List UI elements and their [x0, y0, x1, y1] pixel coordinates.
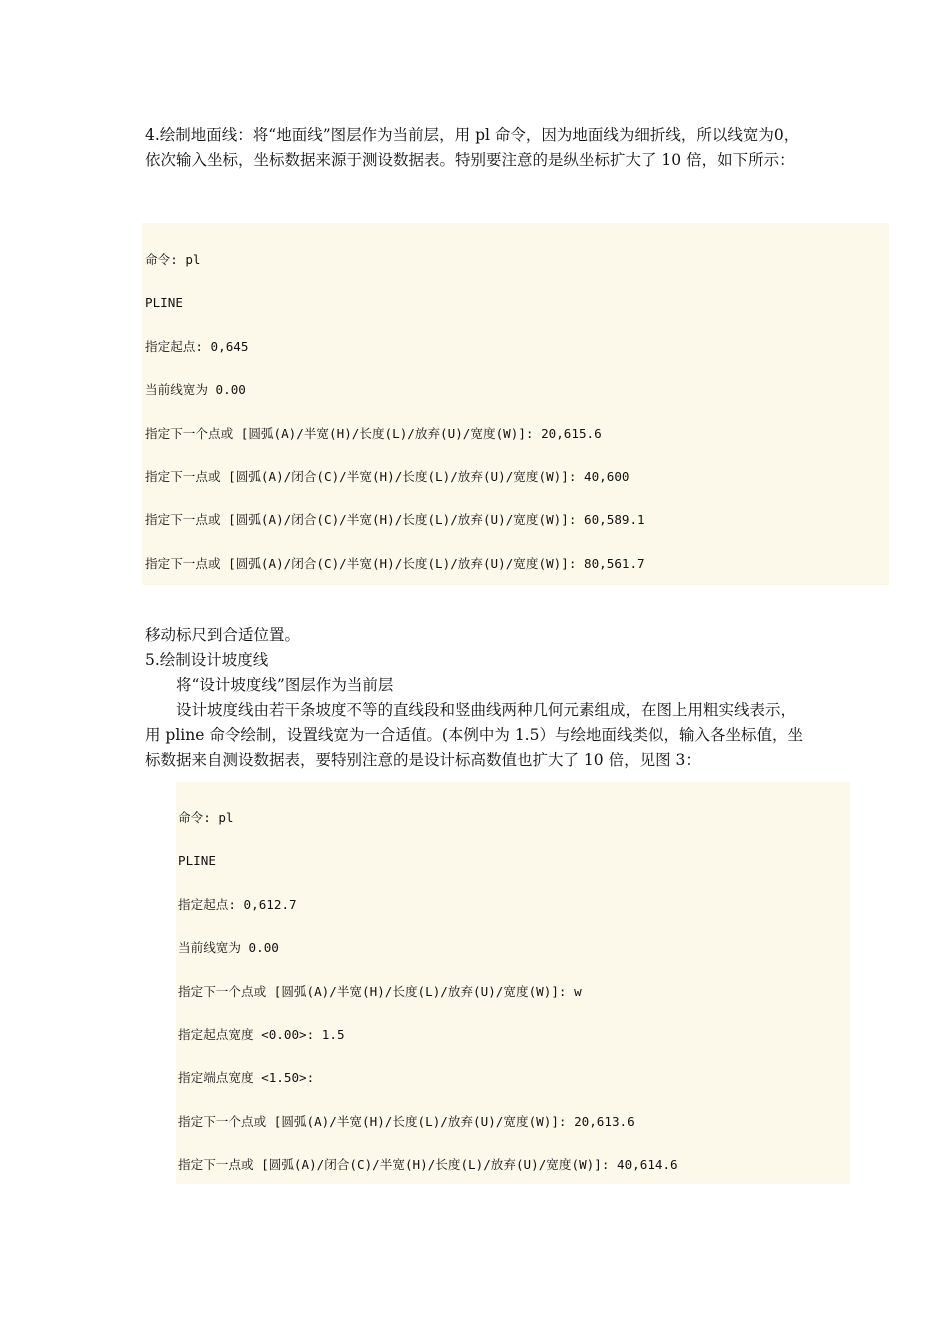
- section-5-layer-line: 将“设计坡度线”图层作为当前层: [176, 676, 394, 694]
- console-line: 指定下一个点或 [圆弧(A)/半宽(H)/长度(L)/放弃(U)/宽度(W)]: w: [178, 983, 582, 999]
- console-line: 命令: pl: [145, 251, 201, 267]
- console-line: 指定起点: 0,612.7: [178, 896, 297, 912]
- console-line: 当前线宽为 0.00: [145, 382, 246, 398]
- console-line: 指定下一点或 [圆弧(A)/闭合(C)/半宽(H)/长度(L)/放弃(U)/宽度(W)]: 60,589.1: [145, 512, 645, 528]
- console-line: 指定下一点或 [圆弧(A)/闭合(C)/半宽(H)/长度(L)/放弃(U)/宽度(W)]: 40,614.6: [178, 1157, 678, 1173]
- console-line: 指定端点宽度 <1.50>:: [178, 1070, 315, 1086]
- console-line: 指定起点宽度 <0.00>: 1.5: [178, 1026, 345, 1042]
- command-console-ground-line: [142, 223, 889, 585]
- console-line: 当前线宽为 0.00: [178, 940, 279, 956]
- section-5-heading: 5.绘制设计坡度线: [145, 651, 269, 669]
- command-console-design-grade-line: [176, 782, 850, 1184]
- console-line: PLINE: [178, 853, 216, 869]
- console-line: 指定下一个点或 [圆弧(A)/半宽(H)/长度(L)/放弃(U)/宽度(W)]: 20,615.6: [145, 425, 602, 441]
- section-5-description: 设计坡度线由若干条坡度不等的直线段和竖曲线两种几何元素组成，在图上用粗实线表示，用 pline 命令绘制，设置线宽为一合适值。(本例中为 1.5）与绘地面线类似，输入各坐标值，坐标数据来自测设数据表，要特别注意的是设计标高数值也扩大了 10 倍，见图 3：: [145, 701, 803, 769]
- console-line: 命令: pl: [178, 809, 234, 825]
- console-line: PLINE: [145, 295, 183, 311]
- move-ruler-text: 移动标尺到合适位置。: [145, 626, 301, 644]
- console-line: 指定下一点或 [圆弧(A)/闭合(C)/半宽(H)/长度(L)/放弃(U)/宽度(W)]: 40,600: [145, 468, 630, 484]
- console-line: 指定起点: 0,645: [145, 338, 249, 354]
- console-line: 指定下一个点或 [圆弧(A)/半宽(H)/长度(L)/放弃(U)/宽度(W)]: 20,613.6: [178, 1113, 635, 1129]
- console-line: 指定下一点或 [圆弧(A)/闭合(C)/半宽(H)/长度(L)/放弃(U)/宽度(W)]: 80,561.7: [145, 555, 645, 571]
- section-4-paragraph: 4.绘制地面线：将“地面线”图层作为当前层，用 pl 命令，因为地面线为细折线，所以线宽为0，依次输入坐标，坐标数据来源于测设数据表。特别要注意的是纵坐标扩大了 10 倍，如下所示：: [145, 126, 800, 169]
